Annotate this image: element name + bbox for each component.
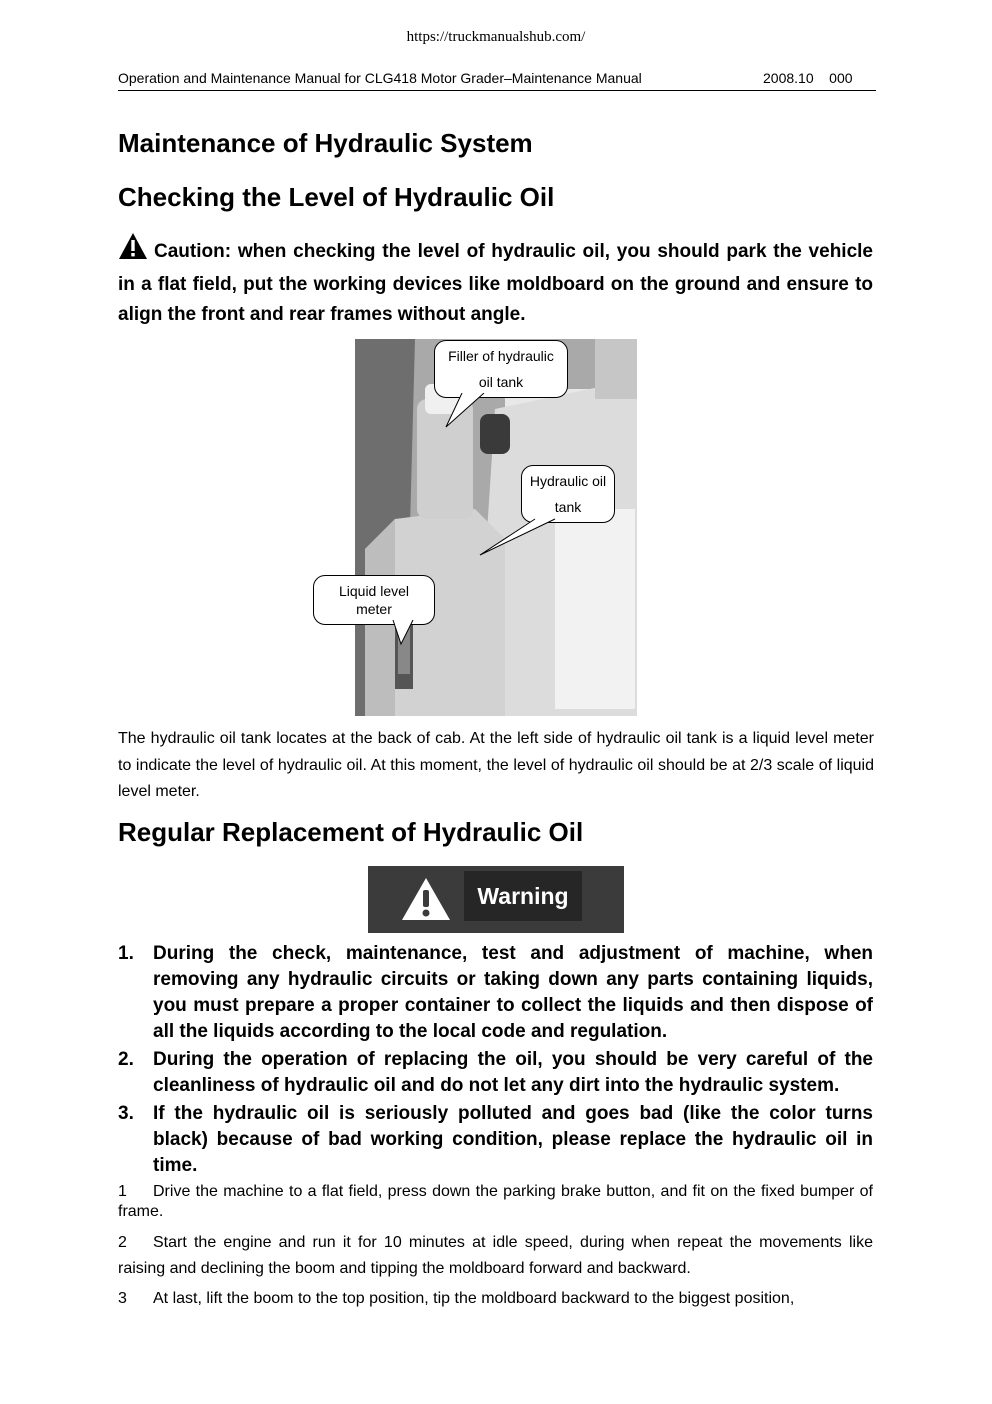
callout-meter: Liquid level meter <box>313 575 435 625</box>
heading-checking-level: Checking the Level of Hydraulic Oil <box>118 182 555 212</box>
source-url[interactable]: https://truckmanualshub.com/ <box>406 29 586 45</box>
callout-tank: Hydraulic oil tank <box>521 465 615 523</box>
callout-filler-pointer <box>440 393 500 433</box>
warning-label: Warning <box>464 871 582 921</box>
list-item: 2. During the operation of replacing the oil, you should be very careful of the cleanliness of hydraulic oil and do not let any dirt into the hydraulic system. <box>118 1049 873 1096</box>
warning-list <box>118 941 873 1181</box>
list-item: 3. If the hydraulic oil is seriously polluted and goes bad (like the color turns black) because of bad working condition, please replace the hydraulic oil in time. <box>118 1103 873 1176</box>
heading-maintenance: Maintenance of Hydraulic System <box>118 128 533 158</box>
running-header <box>118 70 876 91</box>
caution-text: Caution: when checking the level of hydraulic oil, you should park the vehicle in a flat field, put the working devices like moldboard on the ground and ensure to align the front and rear frames without angle. <box>118 241 873 325</box>
procedure-steps <box>118 1182 873 1312</box>
callout-meter-pointer <box>385 618 425 648</box>
tank-description: The hydraulic oil tank locates at the back of cab. At the left side of hydraulic oil tank is a liquid level meter to indicate the level of hydraulic oil. At this moment, the level of hydraulic oil should be at 2/3 scale of liquid level meter. <box>118 730 874 800</box>
list-item: 1 Drive the machine to a flat field, press down the parking brake button, and fit on the fixed bumper of frame. <box>118 1183 873 1220</box>
list-item: 1. During the check, maintenance, test and adjustment of machine, when removing any hydraulic circuits or taking down any parts containing liquids, you must prepare a proper container to collect the liquids and then dispose of all the liquids according to the local code and regulation. <box>118 943 873 1042</box>
caution-block <box>118 232 873 330</box>
list-item: 2 Start the engine and run it for 10 minutes at idle speed, during when repeat the movements like raising and declining the boom and tipping the moldboard forward and backward. <box>118 1234 873 1277</box>
manual-title: Operation and Maintenance Manual for CLG418 Motor Grader–Maintenance Manual <box>118 70 642 86</box>
manual-code: 000 <box>829 70 853 86</box>
list-item: 3 At last, lift the boom to the top position, tip the moldboard backward to the biggest position, <box>118 1290 795 1307</box>
callout-tank-pointer <box>475 515 565 560</box>
callout-filler: Filler of hydraulic oil tank <box>434 340 568 398</box>
manual-date: 2008.10 000 <box>763 70 853 86</box>
caution-icon <box>118 232 148 270</box>
warning-icon <box>400 876 452 922</box>
heading-regular-replacement: Regular Replacement of Hydraulic Oil <box>118 817 584 847</box>
